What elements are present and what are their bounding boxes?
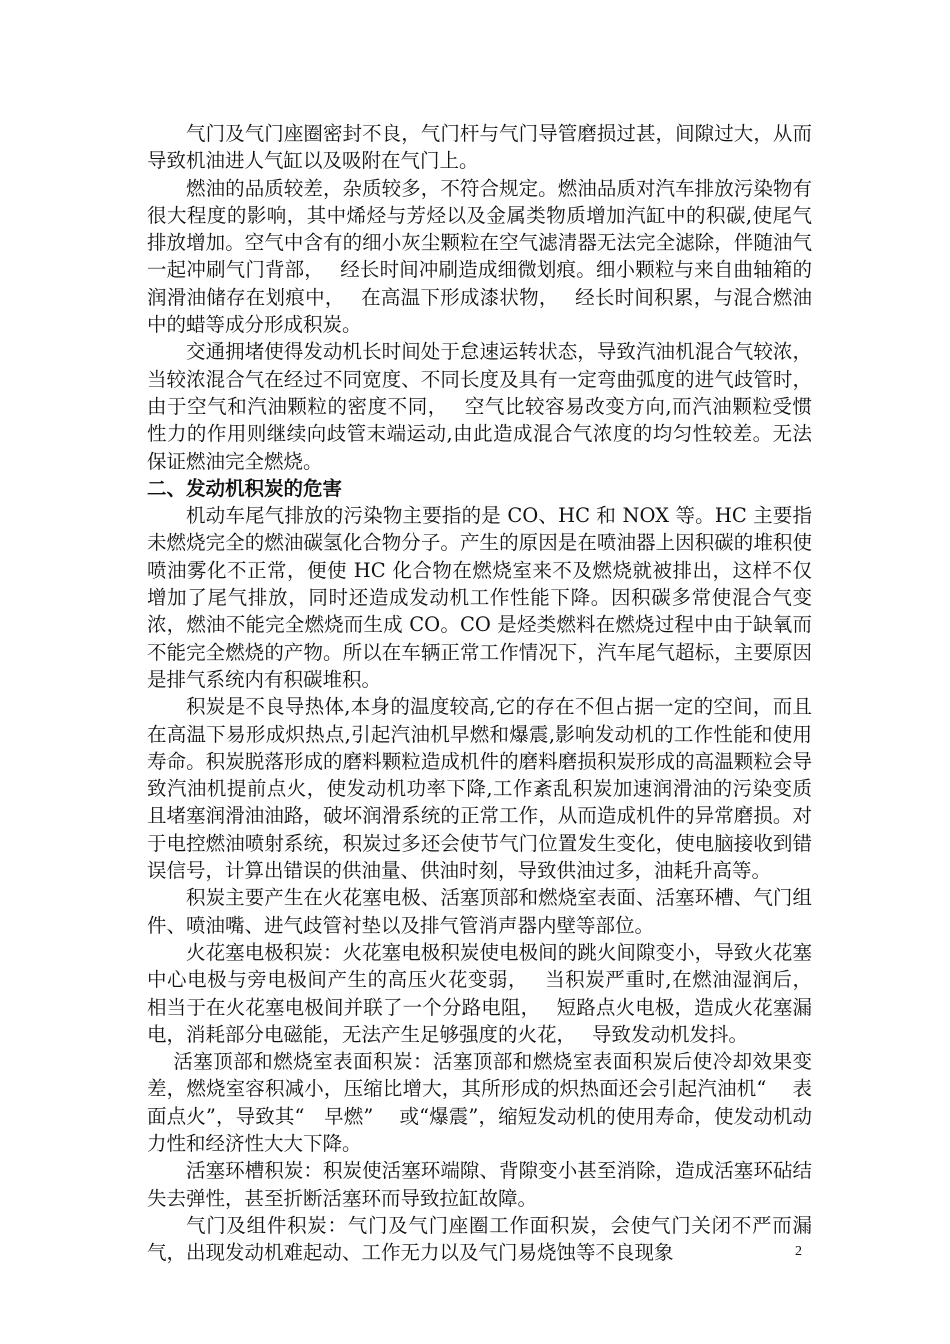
section-heading-carbon-hazards: 二、发动机积炭的危害 xyxy=(147,476,343,500)
paragraph-piston-ring: 活塞环槽积炭：积炭使活塞环端隙、背隙变小甚至消除，造成活塞环砧结失去弹性，甚至折断活塞环而导致拉缸故障。 xyxy=(147,1159,812,1210)
paragraph-fuel-quality: 燃油的品质较差，杂质较多，不符合规定。燃油品质对汽车排放污染物有很大程度的影响，其中烯烃与芳烃以及金属类物质增加汽缸中的积碳,使尾气排放增加。空气中含有的细小灰尘颗粒在空气滤清器无法完全滤除，伴随油气一起冲刷气门背部， 经长时间冲刷造成细微划痕。细小颗粒与来自曲轴箱的润滑油储存在划痕中， 在高温下形成漆状物， 经长时间积累，与混合燃油中的蜡等成分形成积炭。 xyxy=(147,176,812,337)
paragraph-valve-assembly: 气门及组件积炭：气门及气门座圈工作面积炭，会使气门关闭不严而漏气，出现发动机难起动、工作无力以及气门易烧蚀等不良现象 xyxy=(147,1213,812,1265)
paragraph-heat-conductor: 积炭是不良导热体,本身的温度较高,它的存在不但占据一定的空间，而且在高温下易形成炽热点,引起汽油机早燃和爆震,影响发动机的工作性能和使用寿命。积炭脱落形成的磨料颗粒造成机件的磨料磨损积炭形成的高温颗粒会导致汽油机提前点火，使发动机功率下降,工作紊乱积炭加速润滑油的污染变质且堵塞润滑油油路，破坏润滑系统的正常工作，从而造成机件的异常磨损。对于电控燃油喷射系统，积炭过多还会使节气门位置发生变化，使电脑接收到错误信号，计算出错误的供油量、供油时刻，导致供油过多，油耗升高等。 xyxy=(147,695,812,883)
paragraph-carbon-locations: 积炭主要产生在火花塞电极、活塞顶部和燃烧室表面、活塞环槽、气门组件、喷油嘴、进气歧管衬垫以及排气管消声器内壁等部位。 xyxy=(147,886,812,937)
paragraph-valve-seal: 气门及气门座圈密封不良，气门杆与气门导管磨损过甚，间隙过大，从而导致机油进人气缸以及吸附在气门上。 xyxy=(147,122,812,173)
document-body xyxy=(147,120,812,1266)
paragraph-exhaust-pollutants: 机动车尾气排放的污染物主要指的是 CO、HC 和 NOX 等。HC 主要指未燃烧完全的燃油碳氢化合物分子。产生的原因是在喷油器上因积碳的堆积使喷油雾化不正常，便使 HC 化合物在燃烧室来不及燃烧就被排出，这样不仅增加了尾气排放，同时还造成发动机工作性能下降。因积碳多常使混合气变浓，燃油不能完全燃烧而生成 CO。CO 是烃类燃料在燃烧过程中由于缺氧而不能完全燃烧的产物。所以在车辆正常工作情况下，汽车尾气超标，主要原因是排气系统内有积碳堆积。 xyxy=(147,504,812,691)
page-number: 2 xyxy=(795,1244,802,1259)
paragraph-traffic-idle: 交通拥堵使得发动机长时间处于怠速运转状态，导致汽油机混合气较浓，当较浓混合气在经过不同宽度、不同长度及具有一定弯曲弧度的进气歧管时，由于空气和汽油颗粒的密度不同， 空气比较容易改变方向,而汽油颗粒受惯性力的作用则继续向歧管末端运动,由此造成混合气浓度的均匀性较差。无法保证燃油完全燃烧。 xyxy=(147,340,812,473)
paragraph-spark-plug: 火花塞电极积炭：火花塞电极积炭使电极间的跳火间隙变小，导致火花塞中心电极与旁电极间产生的高压火花变弱， 当积炭严重时,在燃油湿润后，相当于在火花塞电极间并联了一个分路电阻， 短路点火电极，造成火花塞漏电，消耗部分电磁能，无法产生足够强度的火花， 导致发动机发抖。 xyxy=(147,940,812,1046)
paragraph-piston-top: 活塞顶部和燃烧室表面积炭：活塞顶部和燃烧室表面积炭后使冷却效果变差，燃烧室容积减小，压缩比增大，其所形成的炽热面还会引起汽油机“ 表面点火”，导致其“ 早燃” 或“爆震”，缩短发动机的使用寿命，使发动机动力性和经济性大大下降。 xyxy=(147,1050,812,1155)
